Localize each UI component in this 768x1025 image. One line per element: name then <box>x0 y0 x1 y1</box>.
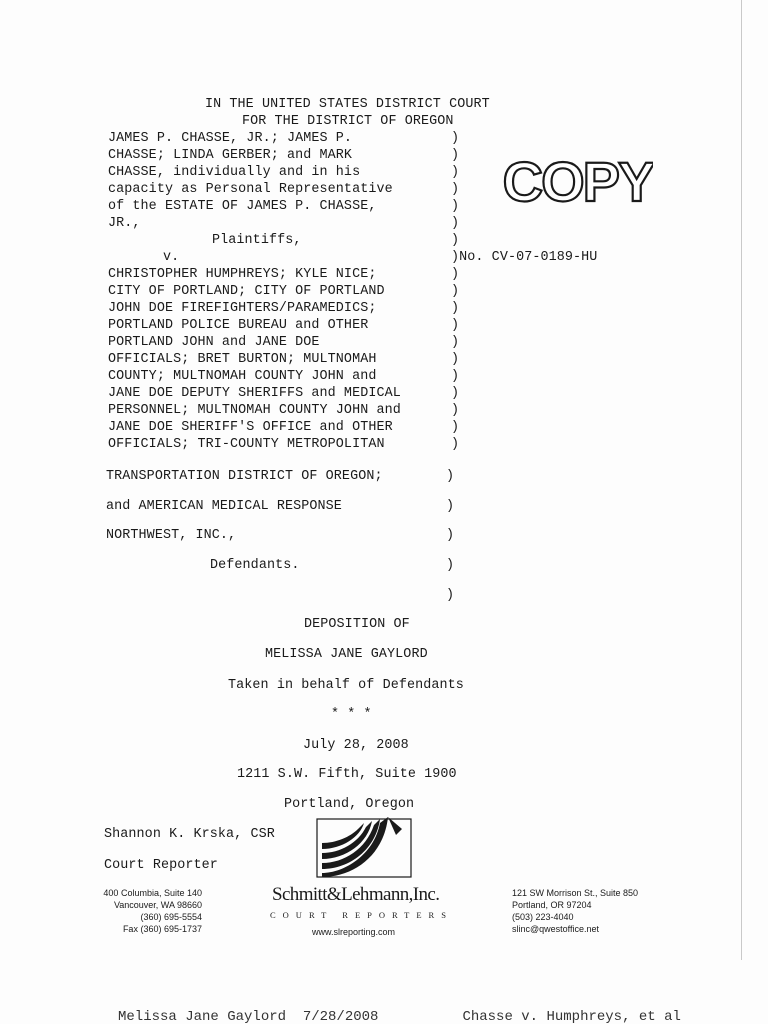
deposition-title: DEPOSITION OF <box>304 617 410 632</box>
caption-paren: ) <box>451 284 460 299</box>
caption-defendant-line: JANE DOE DEPUTY SHERIFFS and MEDICAL <box>108 386 401 401</box>
right-office-line: Portland, OR 97204 <box>512 900 592 910</box>
caption-paren: ) <box>446 469 455 484</box>
caption-paren: ) <box>446 528 455 543</box>
caption-paren: ) <box>451 131 460 146</box>
running-footer: Melissa Jane Gaylord 7/28/2008 Chasse v. Humphreys, et al <box>118 1009 681 1025</box>
caption-paren: ) <box>451 199 460 214</box>
caption-defendant-line: COUNTY; MULTNOMAH COUNTY JOHN and <box>108 369 377 384</box>
caption-paren: ) <box>451 335 460 350</box>
plaintiffs-label: Plaintiffs, <box>212 233 302 248</box>
caption-defendant-line: PORTLAND JOHN and JANE DOE <box>108 335 320 350</box>
deponent-name: MELISSA JANE GAYLORD <box>265 647 428 662</box>
caption-paren: ) <box>451 165 460 180</box>
case-number: )No. CV-07-0189-HU <box>451 250 598 265</box>
caption-defendant-line: CHRISTOPHER HUMPHREYS; KYLE NICE; <box>108 267 377 282</box>
caption-defendant-line: and AMERICAN MEDICAL RESPONSE <box>106 499 342 514</box>
caption-paren: ) <box>451 318 460 333</box>
firm-website: www.slreporting.com <box>312 927 396 937</box>
caption-defendant-line: JOHN DOE FIREFIGHTERS/PARAMEDICS; <box>108 301 377 316</box>
defendants-label: Defendants. <box>210 558 300 573</box>
caption-paren: ) <box>451 437 460 452</box>
caption-defendant-line: TRANSPORTATION DISTRICT OF OREGON; <box>106 469 383 484</box>
caption-defendant-line: CITY OF PORTLAND; CITY OF PORTLAND <box>108 284 385 299</box>
deposition-date: July 28, 2008 <box>303 738 409 753</box>
caption-defendant-line: OFFICIALS; TRI-COUNTY METROPOLITAN <box>108 437 385 452</box>
right-office-line: slinc@qwestoffice.net <box>512 924 600 934</box>
caption-plaintiff-line: CHASSE; LINDA GERBER; and MARK <box>108 148 353 163</box>
taken-by: Taken in behalf of Defendants <box>228 678 464 693</box>
left-office-line: (360) 695-5554 <box>140 912 202 922</box>
caption-plaintiff-line: CHASSE, individually and in his <box>108 165 361 180</box>
firm-subtitle: COURT REPORTERS <box>270 910 453 920</box>
deposition-address: 1211 S.W. Fifth, Suite 1900 <box>237 767 457 782</box>
firm-name: Schmitt&Lehmann,Inc. <box>272 884 440 905</box>
firm-logo <box>314 815 414 881</box>
caption-paren: ) <box>451 233 460 248</box>
caption-paren: ) <box>451 301 460 316</box>
court-header-line2: FOR THE DISTRICT OF OREGON <box>242 114 454 129</box>
caption-paren: ) <box>451 352 460 367</box>
caption-paren: ) <box>446 499 455 514</box>
right-office-line: 121 SW Morrison St., Suite 850 <box>512 888 639 898</box>
caption-plaintiff-line: JR., <box>108 216 141 231</box>
caption-paren: ) <box>451 420 460 435</box>
left-office-line: 400 Columbia, Suite 140 <box>103 888 202 898</box>
right-office-line: (503) 223-4040 <box>512 912 574 922</box>
deposition-city: Portland, Oregon <box>284 797 415 812</box>
section-stars: * * * <box>331 707 372 722</box>
caption-paren: ) <box>451 386 460 401</box>
caption-paren: ) <box>451 148 460 163</box>
caption-paren: ) <box>451 216 460 231</box>
caption-plaintiff-line: JAMES P. CHASSE, JR.; JAMES P. <box>108 131 353 146</box>
left-office-line: Fax (360) 695-1737 <box>122 924 202 934</box>
copy-stamp <box>503 145 653 215</box>
page-edge-line <box>741 0 742 960</box>
caption-paren: ) <box>451 403 460 418</box>
caption-paren: ) <box>451 267 460 282</box>
left-office-line: Vancouver, WA 98660 <box>113 900 202 910</box>
reporter-title: Court Reporter <box>104 858 218 873</box>
caption-defendant-line: PERSONNEL; MULTNOMAH COUNTY JOHN and <box>108 403 401 418</box>
caption-defendant-line: JANE DOE SHERIFF'S OFFICE and OTHER <box>108 420 393 435</box>
caption-defendant-line: PORTLAND POLICE BUREAU and OTHER <box>108 318 369 333</box>
caption-paren: ) <box>451 369 460 384</box>
caption-paren: ) <box>446 588 455 603</box>
caption-defendant-line: OFFICIALS; BRET BURTON; MULTNOMAH <box>108 352 377 367</box>
versus-label: v. <box>163 250 180 265</box>
caption-defendant-line: NORTHWEST, INC., <box>106 528 237 543</box>
court-header-line1: IN THE UNITED STATES DISTRICT COURT <box>205 97 490 112</box>
reporter-name: Shannon K. Krska, CSR <box>104 827 275 842</box>
copy-stamp-text: COPY <box>503 150 653 213</box>
caption-paren: ) <box>446 558 455 573</box>
caption-plaintiff-line: capacity as Personal Representative <box>108 182 393 197</box>
caption-paren: ) <box>451 182 460 197</box>
caption-plaintiff-line: of the ESTATE OF JAMES P. CHASSE, <box>108 199 377 214</box>
